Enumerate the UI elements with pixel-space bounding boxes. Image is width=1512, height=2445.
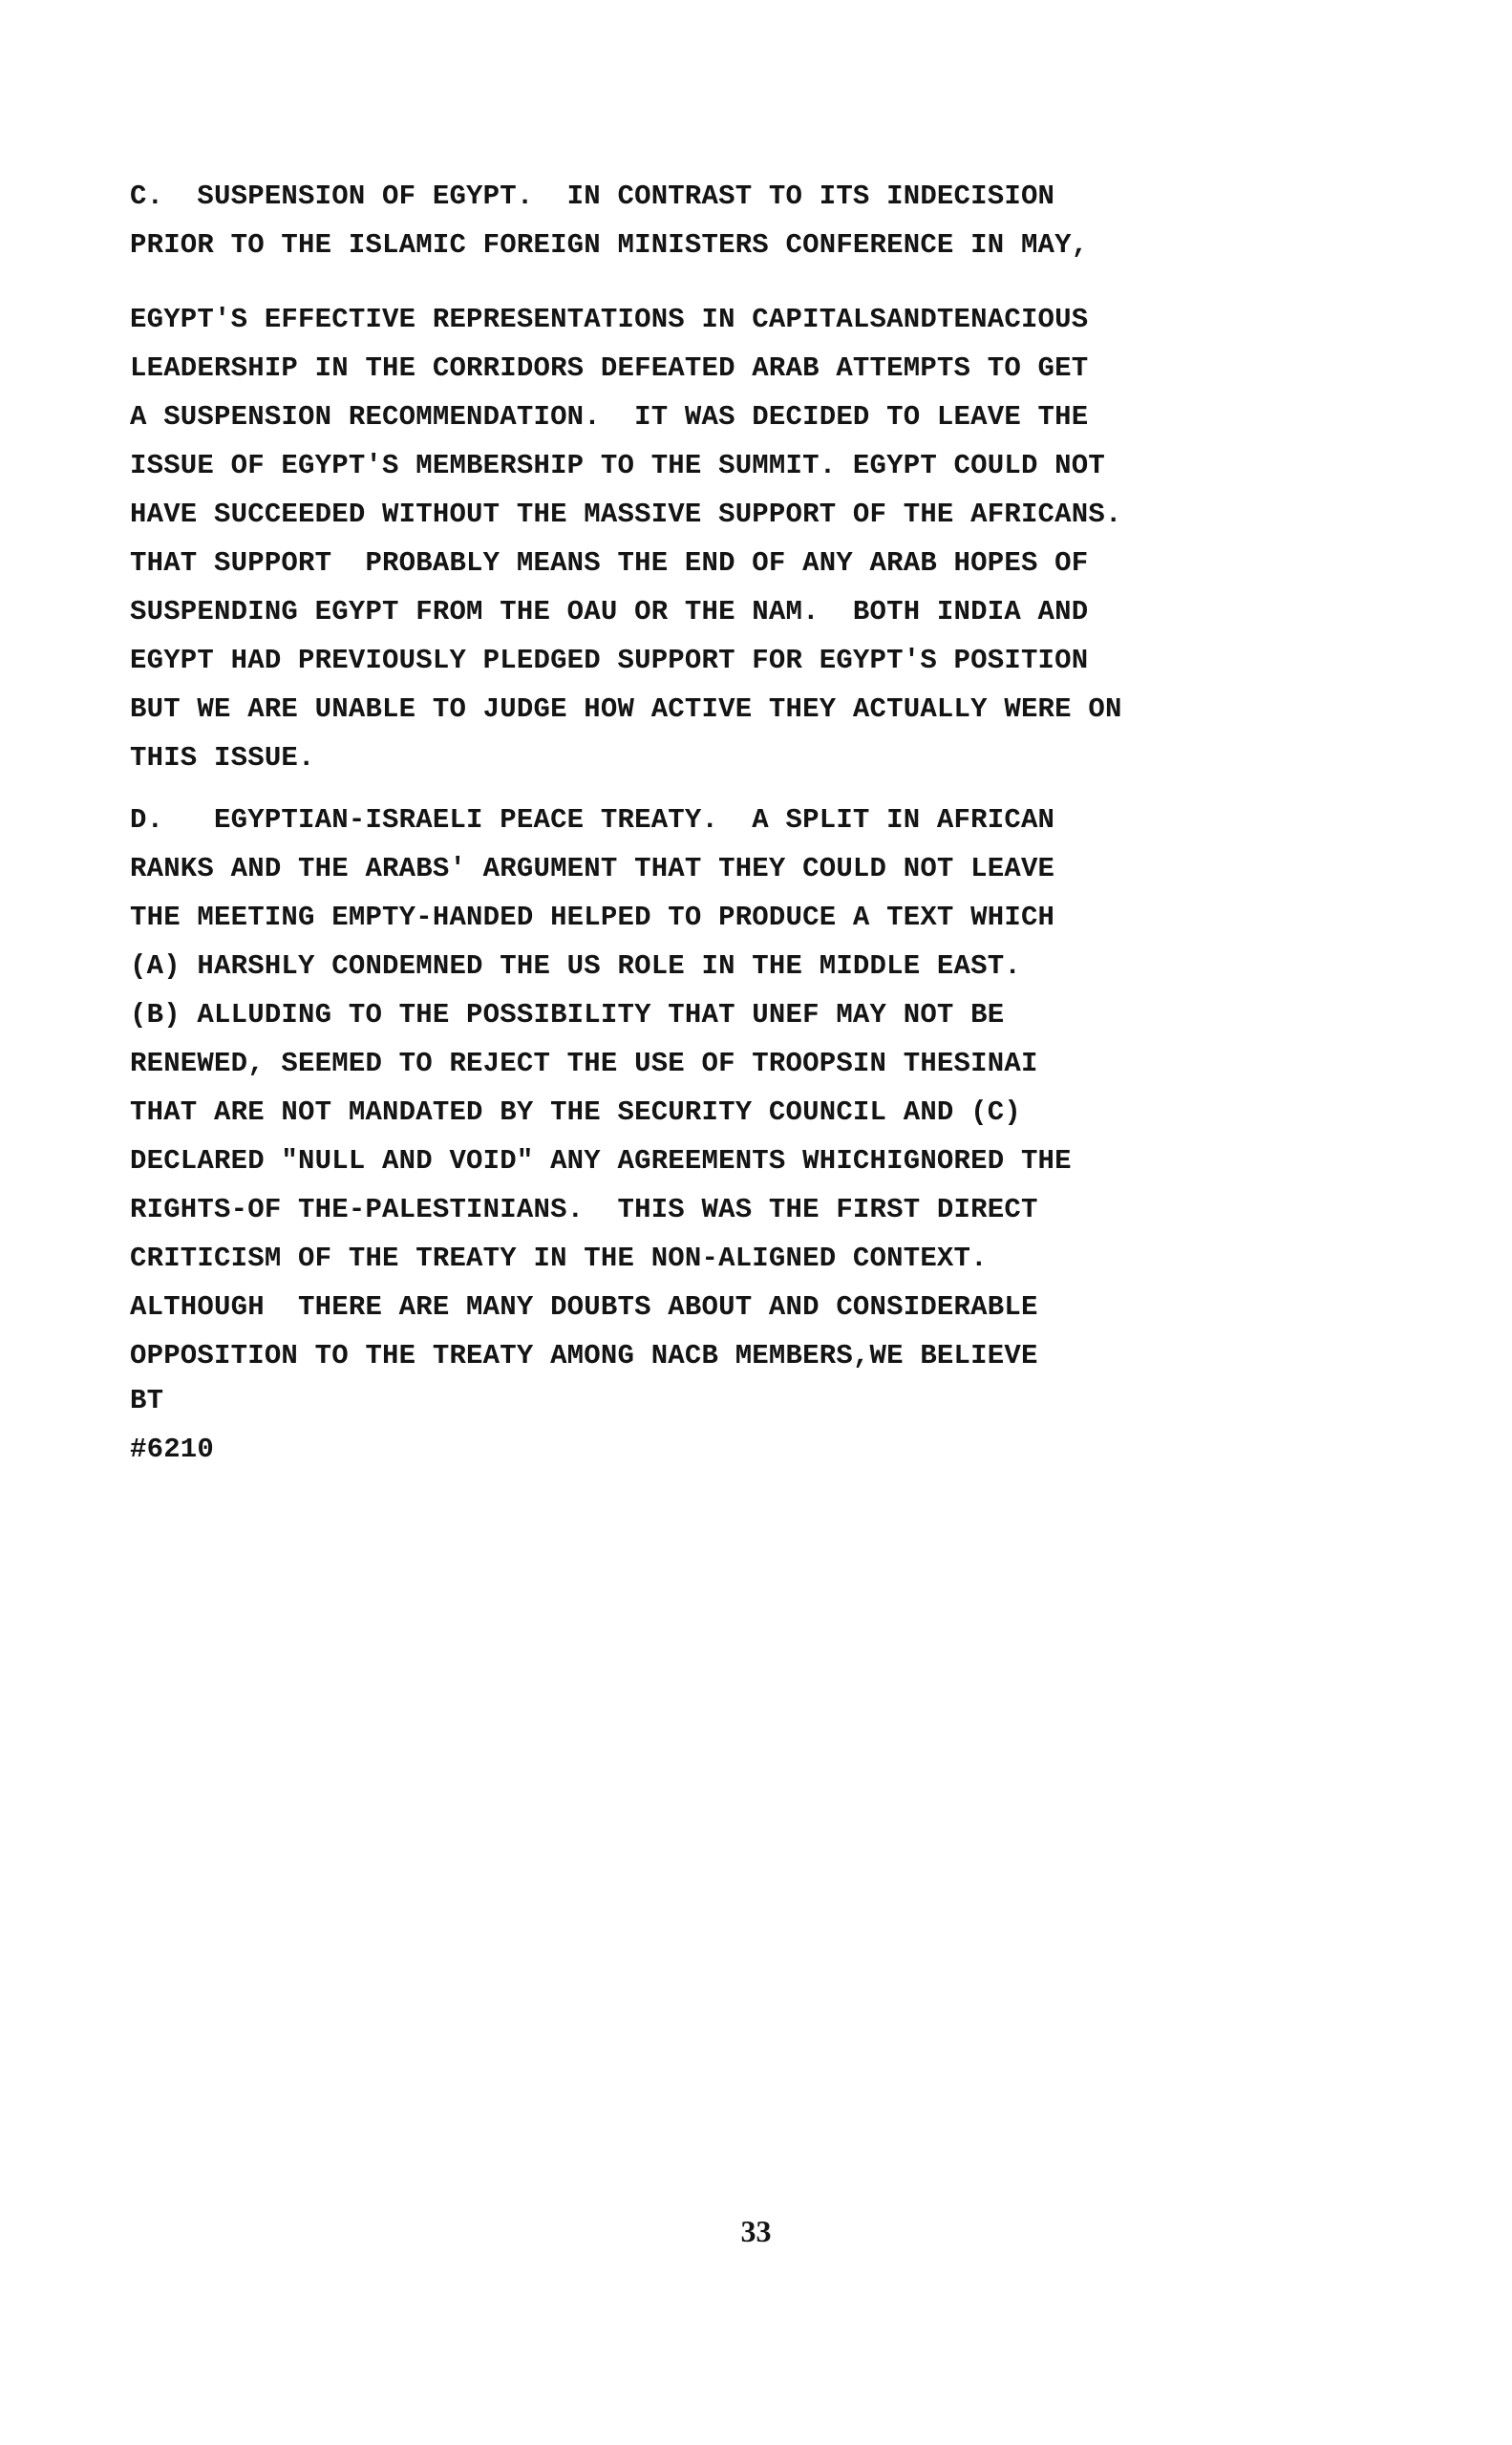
text-line: RIGHTS-OF THE-PALESTINIANS. THIS WAS THE FIRST DIRECT: [130, 1194, 1038, 1225]
bt-marker: BT: [130, 1385, 164, 1416]
text-line: HAVE SUCCEEDED WITHOUT THE MASSIVE SUPPORT OF THE AFRICANS.: [130, 499, 1122, 530]
text-line: C. SUSPENSION OF EGYPT. IN CONTRAST TO ITS INDECISION: [130, 181, 1055, 212]
message-number: #6210: [130, 1434, 215, 1465]
text-line: CRITICISM OF THE TREATY IN THE NON-ALIGNED CONTEXT.: [130, 1243, 988, 1274]
text-line: DECLARED "NULL AND VOID" ANY AGREEMENTS WHICHIGNORED THE: [130, 1145, 1072, 1177]
text-line: OPPOSITION TO THE TREATY AMONG NACB MEMBERS,WE BELIEVE: [130, 1340, 1038, 1371]
text-line: ISSUE OF EGYPT'S MEMBERSHIP TO THE SUMMIT. EGYPT COULD NOT: [130, 450, 1105, 481]
text-line: D. EGYPTIAN-ISRAELI PEACE TREATY. A SPLIT IN AFRICAN: [130, 804, 1055, 836]
text-line: BUT WE ARE UNABLE TO JUDGE HOW ACTIVE THEY ACTUALLY WERE ON: [130, 693, 1122, 725]
text-line: A SUSPENSION RECOMMENDATION. IT WAS DECIDED TO LEAVE THE: [130, 401, 1089, 433]
text-line: EGYPT HAD PREVIOUSLY PLEDGED SUPPORT FOR EGYPT'S POSITION: [130, 645, 1089, 676]
text-line: SUSPENDING EGYPT FROM THE OAU OR THE NAM. BOTH INDIA AND: [130, 596, 1089, 627]
text-line: THE MEETING EMPTY-HANDED HELPED TO PRODUCE A TEXT WHICH: [130, 902, 1055, 933]
text-line: (A) HARSHLY CONDEMNED THE US ROLE IN THE MIDDLE EAST.: [130, 950, 1021, 982]
text-line: THAT SUPPORT PROBABLY MEANS THE END OF ANY ARAB HOPES OF: [130, 547, 1089, 579]
text-line: THIS ISSUE.: [130, 742, 315, 774]
text-line: THAT ARE NOT MANDATED BY THE SECURITY COUNCIL AND (C): [130, 1096, 1021, 1128]
text-line: EGYPT'S EFFECTIVE REPRESENTATIONS IN CAPITALSANDTENACIOUS: [130, 304, 1089, 335]
text-line: RENEWED, SEEMED TO REJECT THE USE OF TROOPSIN THESINAI: [130, 1048, 1038, 1079]
message-trailer: [130, 1376, 1276, 1474]
text-line: RANKS AND THE ARABS' ARGUMENT THAT THEY COULD NOT LEAVE: [130, 853, 1055, 884]
section-c-body: [130, 295, 1276, 782]
page-number: 33: [740, 2214, 772, 2248]
text-line: (B) ALLUDING TO THE POSSIBILITY THAT UNEF MAY NOT BE: [130, 999, 1005, 1031]
text-line: ALTHOUGH THERE ARE MANY DOUBTS ABOUT AND CONSIDERABLE: [130, 1291, 1038, 1323]
section-c-intro: [130, 172, 1276, 269]
section-d: [130, 796, 1276, 1380]
text-line: PRIOR TO THE ISLAMIC FOREIGN MINISTERS CONFERENCE IN MAY,: [130, 229, 1089, 261]
text-line: LEADERSHIP IN THE CORRIDORS DEFEATED ARAB ATTEMPTS TO GET: [130, 352, 1089, 384]
